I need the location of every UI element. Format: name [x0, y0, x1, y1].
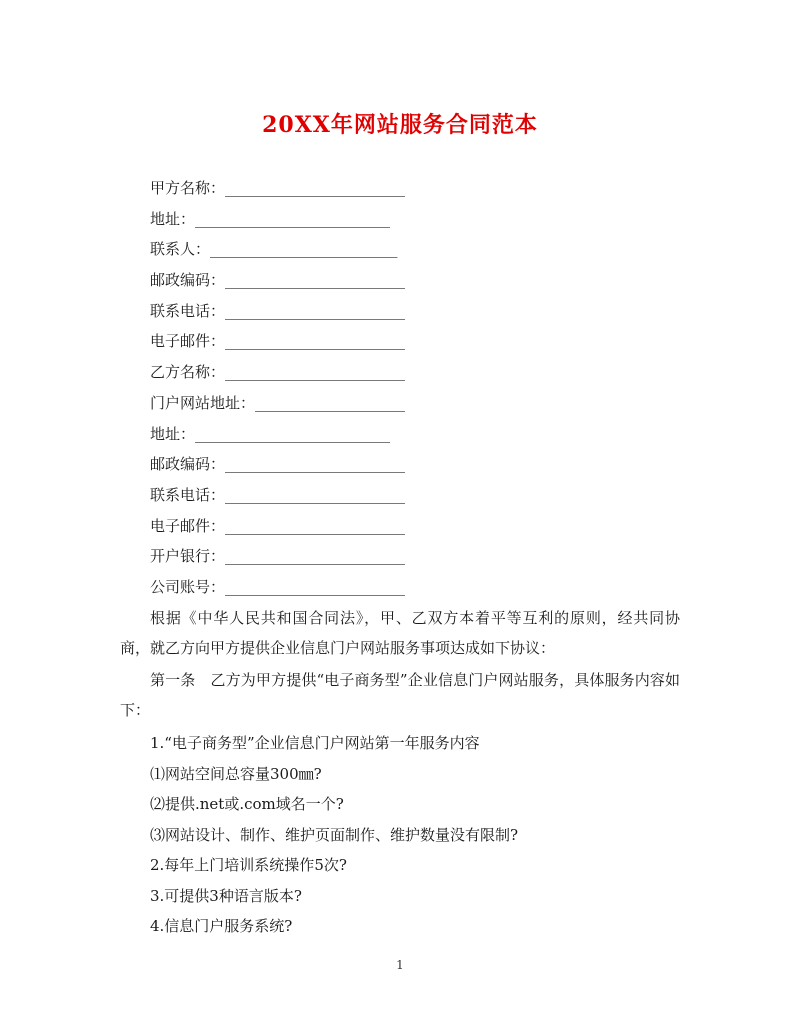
service-item-3: 3.可提供3种语言版本?: [150, 886, 302, 905]
paragraph-preamble: 根据《中华人民共和国合同法》，甲、乙双方本着平等互利的原则，经共同协商，就乙方向甲方提供企业信息门户网站服务事项达成如下协议：: [120, 609, 680, 657]
field-party-a-postcode: 邮政编码：________________________: [150, 271, 406, 290]
party-info-fields: [150, 176, 670, 606]
service-item-1-2: ⑵提供.net或.com域名一个?: [150, 795, 344, 813]
service-item-1: 1.“电子商务型”企业信息门户网站第一年服务内容: [150, 734, 480, 752]
field-party-a-phone: 联系电话：________________________: [150, 301, 406, 320]
field-party-a-email: 电子邮件：________________________: [150, 332, 406, 351]
field-party-a-name: 甲方名称：________________________: [150, 179, 406, 197]
service-item-1-1: ⑴网站空间总容量300㎜?: [150, 764, 322, 783]
document-title: 20XX年网站服务合同范本: [262, 112, 538, 138]
service-item-4: 4.信息门户服务系统?: [150, 917, 293, 935]
page-number: 1: [396, 958, 404, 972]
contract-body: [120, 603, 680, 945]
field-party-a-contact: 联系人：_________________________: [150, 240, 398, 259]
field-party-b-address: 地址：__________________________: [150, 424, 391, 443]
field-party-b-phone: 联系电话：________________________: [150, 485, 406, 504]
field-party-a-address: 地址：__________________________: [150, 209, 391, 228]
field-party-b-name: 乙方名称：________________________: [150, 363, 406, 382]
field-account-number: 公司账号：________________________: [150, 577, 406, 596]
service-item-1-3: ⑶网站设计、制作、维护页面制作、维护数量没有限制?: [150, 825, 519, 844]
field-bank: 开户银行：________________________: [150, 547, 406, 566]
field-party-b-email: 电子邮件：________________________: [150, 516, 406, 535]
field-portal-website-address: 门户网站地址：____________________: [150, 393, 406, 412]
service-item-2: 2.每年上门培训系统操作5次?: [150, 856, 347, 874]
paragraph-article-1: 第一条 乙方为甲方提供“电子商务型”企业信息门户网站服务，具体服务内容如下：: [120, 671, 680, 719]
field-party-b-postcode: 邮政编码：________________________: [150, 455, 406, 474]
